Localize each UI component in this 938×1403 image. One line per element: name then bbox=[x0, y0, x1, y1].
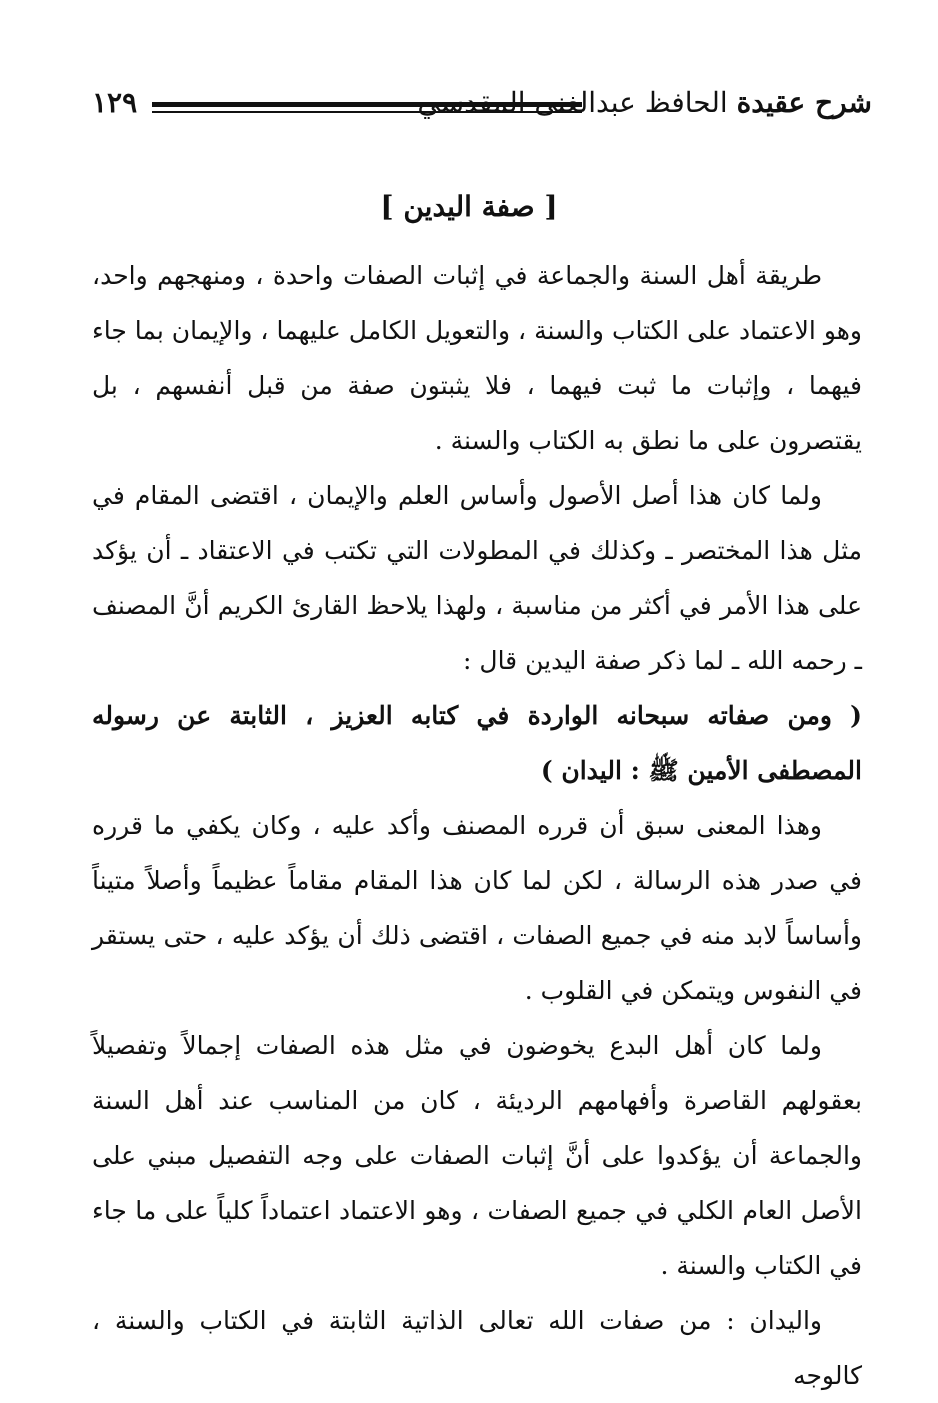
paragraph-3: وهذا المعنى سبق أن قرره المصنف وأكد عليه ، وكان يكفي ما قرره في صدر هذه الرسالة ، لكن لما كان هذا المقام مقاماً عظيماً وأصلاً متيناً وأساساً لابد منه في جميع الصفات ، اقتضى ذلك أن يؤكد عليه ، حتى يستقر في النفوس ويتمكن في القلوب . bbox=[92, 811, 862, 1005]
book-title-bold: شرح عقيدة bbox=[736, 86, 872, 119]
paragraph-5: واليدان : من صفات الله تعالى الذاتية الثابتة في الكتاب والسنة ، كالوجه bbox=[92, 1306, 862, 1390]
paragraph-4: ولما كان أهل البدع يخوضون في مثل هذه الصفات إجمالاً وتفصيلاً بعقولهم القاصرة وأفهامهم الرديئة ، كان من المناسب عند أهل السنة والجماعة أن يؤكدوا على أنَّ إثبات الصفات على وجه التفصيل مبني على الأصل العام الكلي في جميع الصفات ، وهو الاعتماد اعتماداً كلياً على ما جاء في الكتاب والسنة . bbox=[92, 1031, 862, 1280]
paragraph-2: ولما كان هذا أصل الأصول وأساس العلم والإيمان ، اقتضى المقام في مثل هذا المختصر ـ وكذلك في المطولات التي تكتب في الاعتقاد ـ أن يؤكد على هذا الأمر في أكثر من مناسبة ، ولهذا يلاحظ القارئ الكريم أنَّ المصنف ـ رحمه الله ـ لما ذكر صفة اليدين قال : bbox=[92, 481, 862, 675]
page-number: ١٢٩ bbox=[92, 86, 138, 119]
header-rule-thick bbox=[152, 102, 582, 107]
author-quote: ( ومن صفاته سبحانه الواردة في كتابه العزيز ، الثابتة عن رسوله المصطفى الأمين ﷺ : اليدان ) bbox=[92, 701, 863, 785]
running-header bbox=[92, 86, 872, 126]
paragraph-1: طريقة أهل السنة والجماعة في إثبات الصفات واحدة ، ومنهجهم واحد، وهو الاعتماد على الكتاب والسنة ، والتعويل الكامل عليهما ، والإيمان بما جاء فيهما ، وإثبات ما ثبت فيهما ، فلا يثبتون صفة من قبل أنفسهم ، بل يقتصرون على ما نطق به الكتاب والسنة . bbox=[92, 261, 862, 455]
main-text bbox=[92, 248, 862, 1403]
book-title-rest: الحافظ عبدالغنى المقدسي bbox=[417, 86, 737, 119]
section-title: [ صفة اليدين ] bbox=[380, 190, 558, 223]
header-rule-thin bbox=[152, 111, 582, 113]
